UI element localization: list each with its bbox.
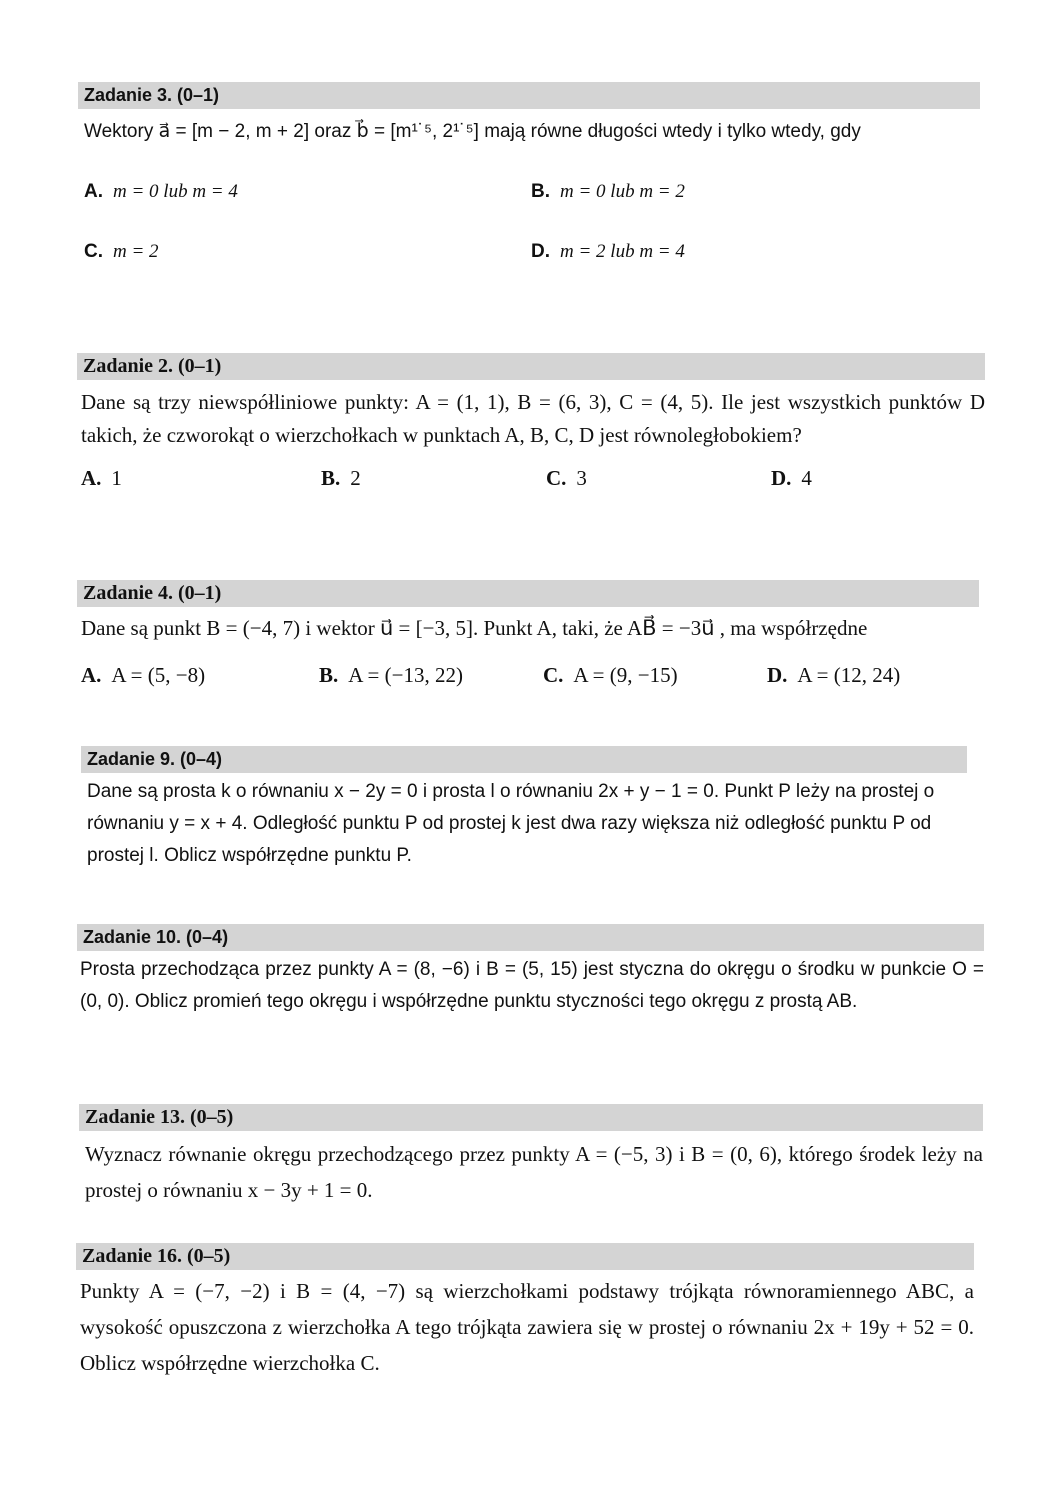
option-letter: A. <box>81 663 102 687</box>
option-text: 2 <box>350 466 361 490</box>
option-text: A = (9, −15) <box>573 663 678 687</box>
option-text: A = (−13, 22) <box>348 663 463 687</box>
option-text: 3 <box>576 466 587 490</box>
option-c[interactable] <box>543 663 678 688</box>
option-d[interactable] <box>767 663 900 688</box>
option-text: A = (12, 24) <box>797 663 901 687</box>
task-16 <box>76 1243 974 1381</box>
task-header: Zadanie 10. (0–4) <box>77 924 984 951</box>
answer-options <box>77 663 979 693</box>
option-b[interactable] <box>321 466 361 491</box>
task-13 <box>79 1104 983 1208</box>
option-text: m = 2 <box>113 241 159 262</box>
option-text: m = 0 lub m = 4 <box>113 181 238 202</box>
task-text: Dane są prosta k o równaniu x − 2y = 0 i prosta l o równaniu 2x + y − 1 = 0. Punkt P leży na prostej o równaniu y = x + 4. Odległość punktu P od prostej k jest dwa razy większa niż odległość punktu P od prostej l. Oblicz współrzędne punktu P. <box>87 781 935 866</box>
option-letter: A. <box>81 466 102 490</box>
task-header: Zadanie 13. (0–5) <box>79 1104 983 1131</box>
answer-options <box>77 466 985 496</box>
task-header: Zadanie 2. (0–1) <box>77 353 985 380</box>
option-letter: C. <box>546 466 567 490</box>
option-text: 1 <box>111 466 122 490</box>
option-a[interactable] <box>81 466 122 491</box>
option-letter: B. <box>531 181 550 202</box>
task-text: Wektory a⃗ = [m − 2, m + 2] oraz b⃗ = [m¹˙⁵, 2¹˙⁵] mają równe długości wtedy i tylko wtedy, gdy <box>84 121 861 142</box>
option-letter: B. <box>321 466 341 490</box>
option-d[interactable] <box>531 241 685 263</box>
task-header: Zadanie 3. (0–1) <box>78 82 980 109</box>
task-3 <box>78 82 980 271</box>
option-a[interactable] <box>81 663 205 688</box>
task-header: Zadanie 4. (0–1) <box>77 580 979 607</box>
task-text: Dane są trzy niewspółliniowe punkty: A = (1, 1), B = (6, 3), C = (4, 5). Ile jest wszystkich punktów D takich, że czworokąt o wierzchołkach w punktach A, B, C, D jest równoległobokiem? <box>81 390 985 447</box>
option-d[interactable] <box>771 466 812 491</box>
task-header: Zadanie 16. (0–5) <box>76 1243 974 1270</box>
task-10 <box>77 924 984 1018</box>
option-text: m = 2 lub m = 4 <box>560 241 685 262</box>
task-text: Punkty A = (−7, −2) i B = (4, −7) są wierzchołkami podstawy trójkąta równoramiennego ABC, a wysokość opuszczona z wierzchołka A tego trójkąta zawiera się w prostej o równaniu 2x + 19y + 52 = 0. Oblicz współrzędne wierzchołka C. <box>80 1279 974 1375</box>
option-letter: A. <box>84 181 103 202</box>
option-letter: D. <box>767 663 788 687</box>
option-letter: D. <box>771 466 792 490</box>
option-letter: C. <box>543 663 564 687</box>
option-text: 4 <box>801 466 812 490</box>
option-text: A = (5, −8) <box>111 663 206 687</box>
option-text: m = 0 lub m = 2 <box>560 181 685 202</box>
task-text: Dane są punkt B = (−4, 7) i wektor u⃗ = [−3, 5]. Punkt A, taki, że AB⃗ = −3u⃗ , ma współrzędne <box>81 616 868 640</box>
task-4 <box>77 580 979 693</box>
option-c[interactable] <box>546 466 587 491</box>
task-2 <box>77 353 985 496</box>
option-b[interactable] <box>531 181 685 203</box>
task-text: Prosta przechodząca przez punkty A = (8, −6) i B = (5, 15) jest styczna do okręgu o środku w punkcie O = (0, 0). Oblicz promień tego okręgu i współrzędne punktu styczności tego okręgu z prostą AB. <box>80 959 984 1012</box>
option-b[interactable] <box>319 663 463 688</box>
option-letter: B. <box>319 663 339 687</box>
option-a[interactable] <box>84 181 238 203</box>
task-header: Zadanie 9. (0–4) <box>81 746 967 773</box>
option-letter: C. <box>84 241 103 262</box>
option-letter: D. <box>531 241 550 262</box>
task-9 <box>81 746 967 872</box>
answer-options <box>78 181 980 271</box>
task-text: Wyznacz równanie okręgu przechodzącego przez punkty A = (−5, 3) i B = (0, 6), którego środek leży na prostej o równaniu x − 3y + 1 = 0. <box>85 1142 983 1202</box>
option-c[interactable] <box>84 241 159 263</box>
